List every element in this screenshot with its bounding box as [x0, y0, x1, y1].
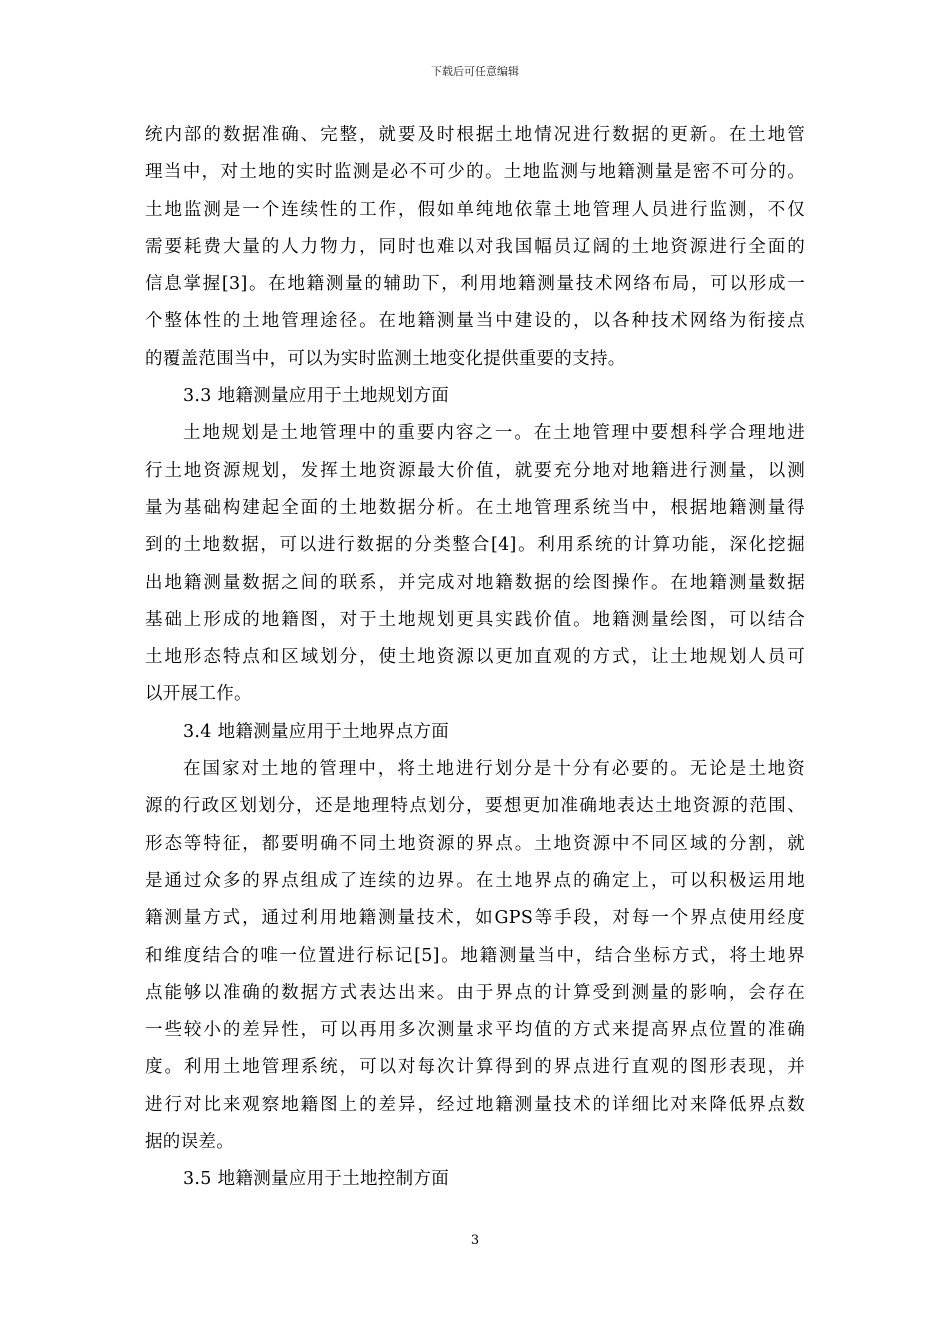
text-line: 以开展工作。 — [145, 684, 252, 705]
text-line: 土地监测是一个连续性的工作，假如单纯地依靠土地管理人员进行监测，不仅 — [145, 199, 805, 220]
text-line: 和维度结合的唯一位置进行标记[5]。地籍测量当中，结合坐标方式，将土地界 — [145, 945, 805, 966]
text-line: 土地规划是土地管理中的重要内容之一。在土地管理中要想科学合理地进 — [183, 423, 805, 444]
section-heading-3-3: 3.3 地籍测量应用于土地规划方面 — [183, 386, 449, 407]
text-line: 籍测量方式，通过利用地籍测量技术，如GPS等手段，对每一个界点使用经度 — [145, 908, 805, 929]
text-line: 源的行政区划划分，还是地理特点划分，要想更加准确地表达土地资源的范围、 — [145, 796, 805, 817]
text-line: 统内部的数据准确、完整，就要及时根据土地情况进行数据的更新。在土地管 — [145, 125, 805, 145]
text-line: 量为基础构建起全面的土地数据分析。在土地管理系统当中，根据地籍测量得 — [145, 497, 805, 518]
text-line: 土地形态特点和区域划分，使土地资源以更加直观的方式，让土地规划人员可 — [145, 647, 805, 668]
text-line: 一些较小的差异性，可以再用多次测量求平均值的方式来提高界点位置的准确 — [145, 1020, 805, 1041]
text-line: 出地籍测量数据之间的联系，并完成对地籍数据的绘图操作。在地籍测量数据 — [145, 572, 805, 593]
text-line: 基础上形成的地籍图，对于土地规划更具实践价值。地籍测量绘图，可以结合 — [145, 609, 805, 630]
text-line: 点能够以准确的数据方式表达出来。由于界点的计算受到测量的影响，会存在 — [145, 982, 805, 1003]
text-line: 据的误差。 — [145, 1132, 234, 1153]
text-line: 行土地资源规划，发挥土地资源最大价值，就要充分地对地籍进行测量，以测 — [145, 460, 805, 481]
document-body — [145, 117, 805, 1199]
text-line: 度。利用土地管理系统，可以对每次计算得到的界点进行直观的图形表现，并 — [145, 1057, 805, 1078]
section-heading-3-4: 3.4 地籍测量应用于土地界点方面 — [183, 721, 449, 742]
page-number: 3 — [470, 1233, 480, 1248]
text-line: 个整体性的土地管理途径。在地籍测量当中建设的，以各种技术网络为衔接点 — [145, 311, 805, 332]
text-line: 到的土地数据，可以进行数据的分类整合[4]。利用系统的计算功能，深化挖掘 — [145, 535, 805, 556]
text-line: 的覆盖范围当中，可以为实时监测土地变化提供重要的支持。 — [145, 348, 626, 369]
page-header: 下载后可任意编辑 — [431, 65, 519, 78]
text-line: 是通过众多的界点组成了连续的边界。在土地界点的确定上，可以积极运用地 — [145, 870, 805, 891]
text-line: 进行对比来观察地籍图上的差异，经过地籍测量技术的详细比对来降低界点数 — [145, 1094, 805, 1115]
text-line: 理当中，对土地的实时监测是必不可少的。土地监测与地籍测量是密不可分的。 — [145, 162, 805, 183]
section-heading-3-5: 3.5 地籍测量应用于土地控制方面 — [183, 1169, 449, 1190]
text-line: 需要耗费大量的人力物力，同时也难以对我国幅员辽阔的土地资源进行全面的 — [145, 236, 805, 257]
text-line: 信息掌握[3]。在地籍测量的辅助下，利用地籍测量技术网络布局，可以形成一 — [145, 274, 805, 295]
text-line: 在国家对土地的管理中，将土地进行划分是十分有必要的。无论是土地资 — [183, 759, 805, 780]
text-line: 形态等特征，都要明确不同土地资源的界点。土地资源中不同区域的分割，就 — [145, 833, 805, 854]
